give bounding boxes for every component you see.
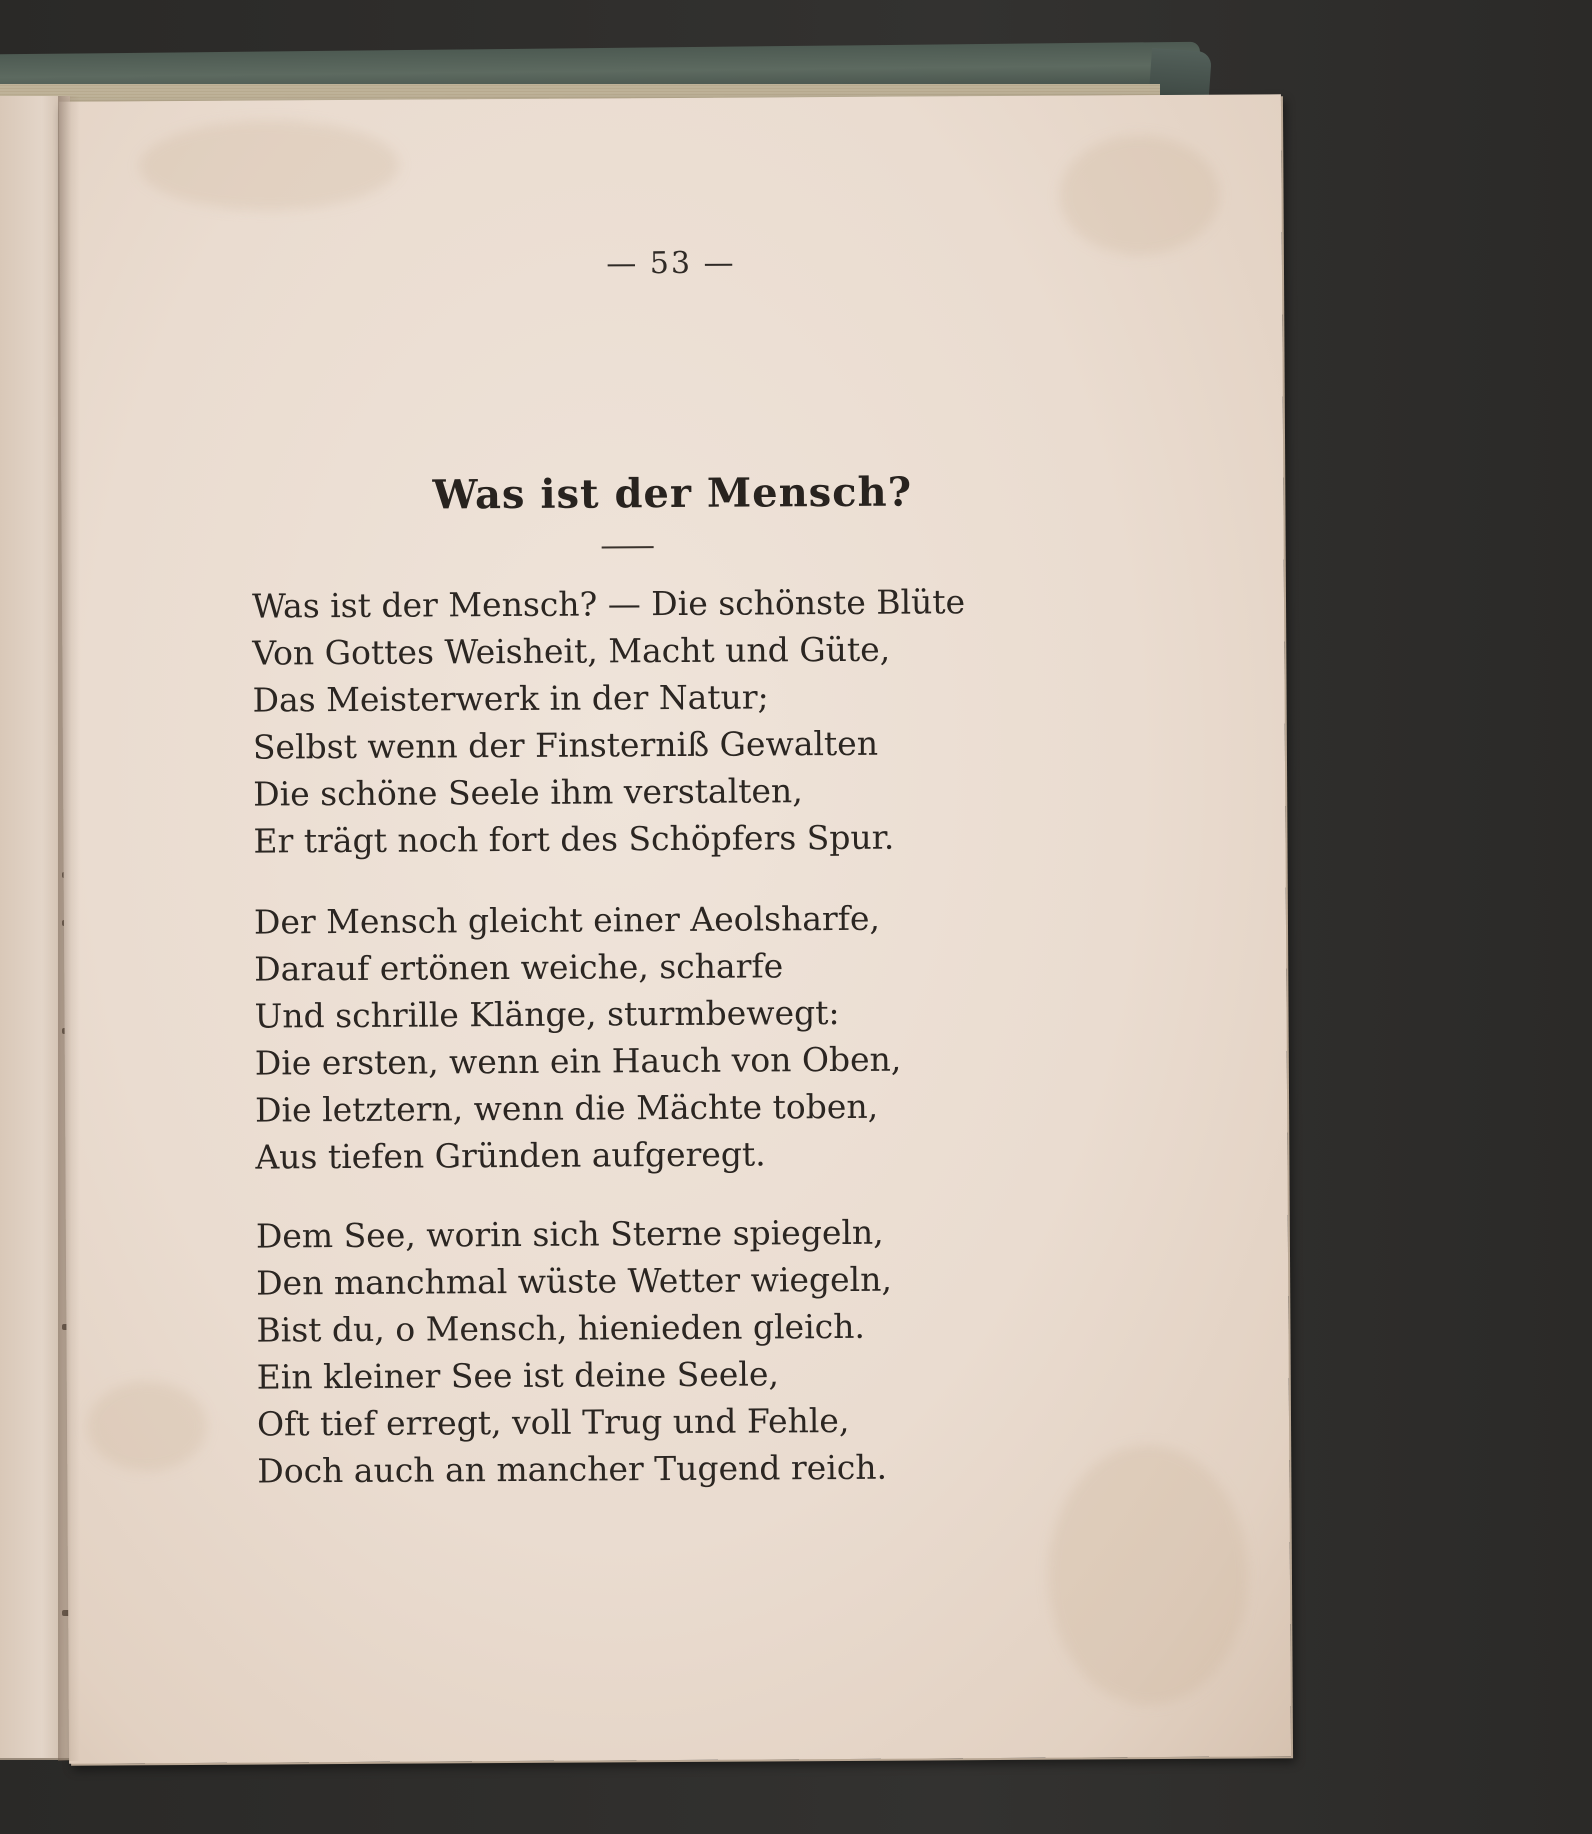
poem-line: Dem See, worin sich Sterne spiegeln, xyxy=(255,1212,884,1256)
page-number: — 53 — xyxy=(606,245,736,282)
poem-line: Das Meisterwerk in der Natur; xyxy=(252,677,769,720)
poem-line: Von Gottes Weisheit, Macht und Güte, xyxy=(252,629,891,673)
poem-line: Die letztern, wenn die Mächte toben, xyxy=(254,1086,879,1130)
poem-line: Doch auch an mancher Tugend reich. xyxy=(257,1447,888,1491)
poem-line: Die schöne Seele ihm verstalten, xyxy=(253,771,803,814)
poem-line: Was ist der Mensch? — Die schönste Blüte xyxy=(251,582,966,626)
poem-line: Bist du, o Mensch, hienieden gleich. xyxy=(256,1306,866,1350)
stanza-3 xyxy=(256,1209,893,1495)
paper-stain xyxy=(139,120,400,212)
book-page xyxy=(59,94,1291,1763)
poem-line: Aus tiefen Gründen aufgeregt. xyxy=(255,1134,766,1177)
poem-line: Er trägt noch fort des Schöpfers Spur. xyxy=(253,817,895,861)
stanza-1 xyxy=(252,578,967,864)
poem-line: Darauf ertönen weiche, scharfe xyxy=(254,946,784,989)
paper-stain xyxy=(1047,1445,1249,1706)
poem-line: Oft tief erregt, voll Trug und Fehle, xyxy=(256,1400,850,1444)
paper-stain xyxy=(87,1381,208,1472)
poem-line: Den manchmal wüste Wetter wiegeln, xyxy=(256,1259,893,1303)
gutter-shadow xyxy=(58,96,80,1761)
title-divider xyxy=(602,546,654,548)
poem-title: Was ist der Mensch? xyxy=(432,468,913,519)
poem-line: Ein kleiner See ist deine Seele, xyxy=(256,1354,780,1397)
poem-line: Und schrille Klänge, sturmbewegt: xyxy=(254,992,840,1036)
paper-stain xyxy=(1059,135,1220,256)
poem-line: Der Mensch gleicht einer Aeolsharfe, xyxy=(253,898,881,942)
poem-line: Die ersten, wenn ein Hauch von Oben, xyxy=(254,1039,902,1083)
poem-line: Selbst wenn der Finsterniß Gewalten xyxy=(252,723,879,767)
stanza-2 xyxy=(254,895,902,1181)
